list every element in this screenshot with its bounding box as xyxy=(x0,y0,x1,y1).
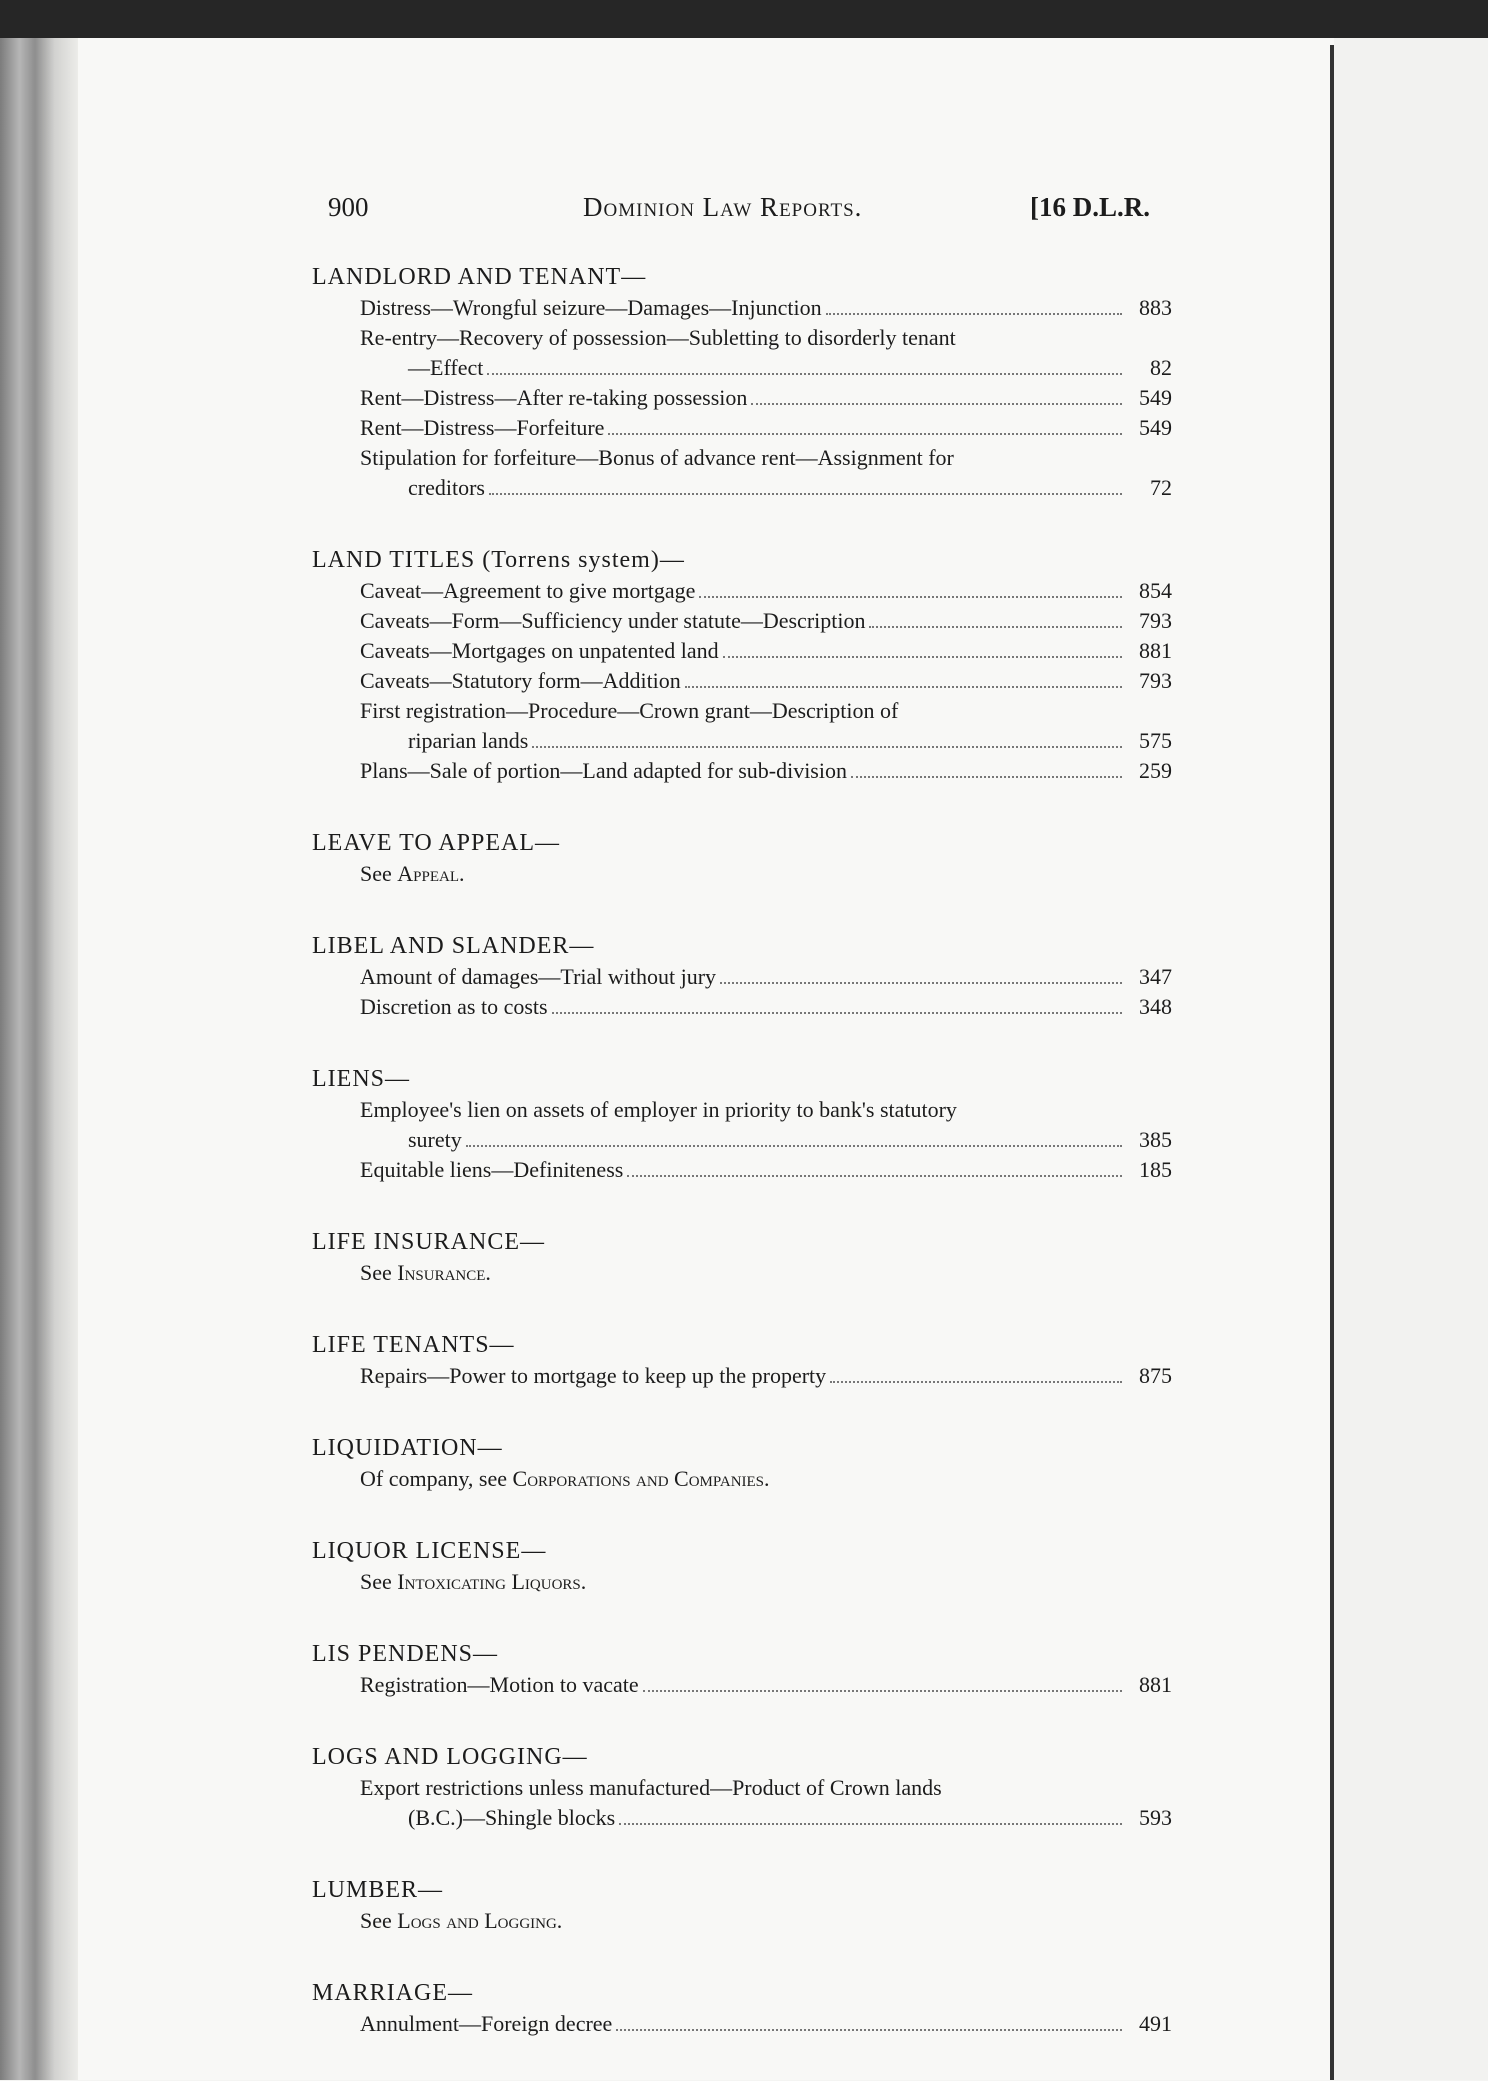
index-entry xyxy=(312,636,1172,666)
page-reference: 82 xyxy=(1150,355,1172,380)
entry-text: (B.C.)—Shingle blocks xyxy=(408,1805,616,1830)
index-section xyxy=(312,828,1172,889)
index-entry xyxy=(312,293,1172,323)
section-heading: LEAVE TO APPEAL— xyxy=(312,830,561,856)
dot-leader xyxy=(608,433,1122,435)
entry-text: —Effect xyxy=(408,355,484,380)
see-reference: Insurance. xyxy=(397,1260,491,1285)
index-content xyxy=(312,262,1172,2081)
index-entry xyxy=(312,606,1172,636)
section-heading: LAND TITLES (Torrens system)— xyxy=(312,547,685,573)
entry-text: Stipulation for forfeiture—Bonus of advance rent—Assignment for xyxy=(360,445,954,470)
page-reference: 72 xyxy=(1150,475,1172,500)
section-heading: LIFE TENANTS— xyxy=(312,1332,515,1358)
page-reference: 348 xyxy=(1139,994,1172,1019)
index-entry xyxy=(312,1095,1172,1155)
page-reference: 575 xyxy=(1139,728,1172,753)
page-reference: 793 xyxy=(1139,668,1172,693)
entry-text: Repairs—Power to mortgage to keep up the property xyxy=(360,1363,827,1388)
running-title: Dominion Law Reports. xyxy=(583,192,863,222)
see-reference: Logs and Logging. xyxy=(397,1908,563,1933)
page-reference: 875 xyxy=(1139,1363,1172,1388)
index-entry xyxy=(312,666,1172,696)
dot-leader xyxy=(643,1690,1122,1692)
section-heading: LIBEL AND SLANDER— xyxy=(312,933,595,959)
entry-text: Plans—Sale of portion—Land adapted for sub-division xyxy=(360,758,847,783)
index-entry xyxy=(312,1773,1172,1833)
dot-leader xyxy=(869,626,1122,628)
entry-text: Caveat—Agreement to give mortgage xyxy=(360,578,696,603)
entry-text: Rent—Distress—Forfeiture xyxy=(360,415,605,440)
section-heading: LIFE INSURANCE— xyxy=(312,1229,546,1255)
page-reference: 881 xyxy=(1139,638,1172,663)
entry-text: Export restrictions unless manufactured—Product of Crown lands xyxy=(360,1775,942,1800)
section-heading: LUMBER— xyxy=(312,1877,444,1903)
index-section xyxy=(312,931,1172,1022)
facing-page-edge xyxy=(1334,38,1488,2080)
page-reference: 549 xyxy=(1139,385,1172,410)
page-reference: 185 xyxy=(1139,1157,1172,1182)
entry-text: Distress—Wrongful seizure—Damages—Injunction xyxy=(360,295,822,320)
dot-leader xyxy=(699,596,1122,598)
index-section xyxy=(312,262,1172,503)
index-entry xyxy=(312,576,1172,606)
index-section xyxy=(312,1536,1172,1597)
see-reference: Corporations and Companies. xyxy=(512,1466,770,1491)
index-entry xyxy=(312,962,1172,992)
entry-text: Registration—Motion to vacate xyxy=(360,1672,639,1697)
entry-text: Equitable liens—Definiteness xyxy=(360,1157,624,1182)
dot-leader xyxy=(826,313,1122,315)
index-entry xyxy=(312,992,1172,1022)
see-reference: Intoxicating Liquors. xyxy=(397,1569,587,1594)
entry-text: Employee's lien on assets of employer in priority to bank's statutory xyxy=(360,1097,957,1122)
volume-reference: [16 D.L.R. xyxy=(1030,192,1150,222)
section-heading: LIQUOR LICENSE— xyxy=(312,1538,547,1564)
index-section xyxy=(312,1433,1172,1494)
dot-leader xyxy=(723,656,1122,658)
page-reference: 593 xyxy=(1139,1805,1172,1830)
page-fold-line xyxy=(1330,45,1334,2080)
index-entry xyxy=(312,1155,1172,1185)
entry-text: Amount of damages—Trial without jury xyxy=(360,964,717,989)
dot-leader xyxy=(616,2029,1122,2031)
page-reference: 883 xyxy=(1139,295,1172,320)
index-entry xyxy=(312,1670,1172,1700)
section-heading: MARRIAGE— xyxy=(312,1980,474,2006)
page-number: 900 xyxy=(328,192,369,222)
section-heading: LIS PENDENS— xyxy=(312,1641,499,1667)
entry-text: surety xyxy=(408,1127,462,1152)
section-heading: LIENS— xyxy=(312,1066,410,1092)
index-entry xyxy=(312,383,1172,413)
cross-reference xyxy=(312,859,1172,889)
index-section xyxy=(312,1639,1172,1700)
entry-text: First registration—Procedure—Crown grant—Description of xyxy=(360,698,899,723)
entry-text: riparian lands xyxy=(408,728,529,753)
entry-text: Annulment—Foreign decree xyxy=(360,2011,613,2036)
index-entry xyxy=(312,413,1172,443)
cross-reference xyxy=(312,1567,1172,1597)
dot-leader xyxy=(466,1145,1122,1147)
section-heading: LIQUIDATION— xyxy=(312,1435,503,1461)
index-section xyxy=(312,545,1172,786)
section-heading: LOGS AND LOGGING— xyxy=(312,1744,588,1770)
cross-reference xyxy=(312,1464,1172,1494)
see-prefix: See xyxy=(360,1908,392,1933)
index-section xyxy=(312,1227,1172,1288)
page-reference: 259 xyxy=(1139,758,1172,783)
index-section xyxy=(312,1330,1172,1391)
dot-leader xyxy=(830,1381,1122,1383)
entry-text: Caveats—Mortgages on unpatented land xyxy=(360,638,719,663)
index-entry xyxy=(312,2009,1172,2039)
page-reference: 881 xyxy=(1139,1672,1172,1697)
page-reference: 385 xyxy=(1139,1127,1172,1152)
dot-leader xyxy=(751,403,1122,405)
cross-reference xyxy=(312,1258,1172,1288)
index-entry xyxy=(312,1361,1172,1391)
page-reference: 347 xyxy=(1139,964,1172,989)
dot-leader xyxy=(552,1012,1122,1014)
dot-leader xyxy=(685,686,1122,688)
dot-leader xyxy=(619,1823,1122,1825)
index-section xyxy=(312,1064,1172,1185)
index-entry xyxy=(312,756,1172,786)
book-binding-edge xyxy=(0,38,78,2080)
page-reference: 549 xyxy=(1139,415,1172,440)
section-heading: LANDLORD AND TENANT— xyxy=(312,264,647,290)
dot-leader xyxy=(851,776,1122,778)
entry-text: Caveats—Statutory form—Addition xyxy=(360,668,681,693)
cross-reference xyxy=(312,1906,1172,1936)
index-section xyxy=(312,1742,1172,1833)
page-reference: 793 xyxy=(1139,608,1172,633)
see-prefix: See xyxy=(360,1260,392,1285)
index-section xyxy=(312,1875,1172,1936)
scan-top-edge xyxy=(0,0,1488,38)
see-prefix: See xyxy=(360,861,392,886)
entry-text: Caveats—Form—Sufficiency under statute—Description xyxy=(360,608,866,633)
page-reference: 854 xyxy=(1139,578,1172,603)
entry-text: Re-entry—Recovery of possession—Subletting to disorderly tenant xyxy=(360,325,956,350)
index-entry xyxy=(312,323,1172,383)
page-reference: 491 xyxy=(1139,2011,1172,2036)
index-entry xyxy=(312,443,1172,503)
dot-leader xyxy=(720,982,1122,984)
dot-leader xyxy=(532,746,1122,748)
dot-leader xyxy=(487,373,1122,375)
entry-text: Discretion as to costs xyxy=(360,994,548,1019)
see-reference: Appeal. xyxy=(397,861,465,886)
dot-leader xyxy=(489,493,1122,495)
dot-leader xyxy=(627,1175,1122,1177)
see-prefix: Of company, see xyxy=(360,1466,508,1491)
index-entry xyxy=(312,696,1172,756)
index-section xyxy=(312,1978,1172,2039)
see-prefix: See xyxy=(360,1569,392,1594)
entry-text: Rent—Distress—After re-taking possession xyxy=(360,385,748,410)
entry-text: creditors xyxy=(408,475,485,500)
